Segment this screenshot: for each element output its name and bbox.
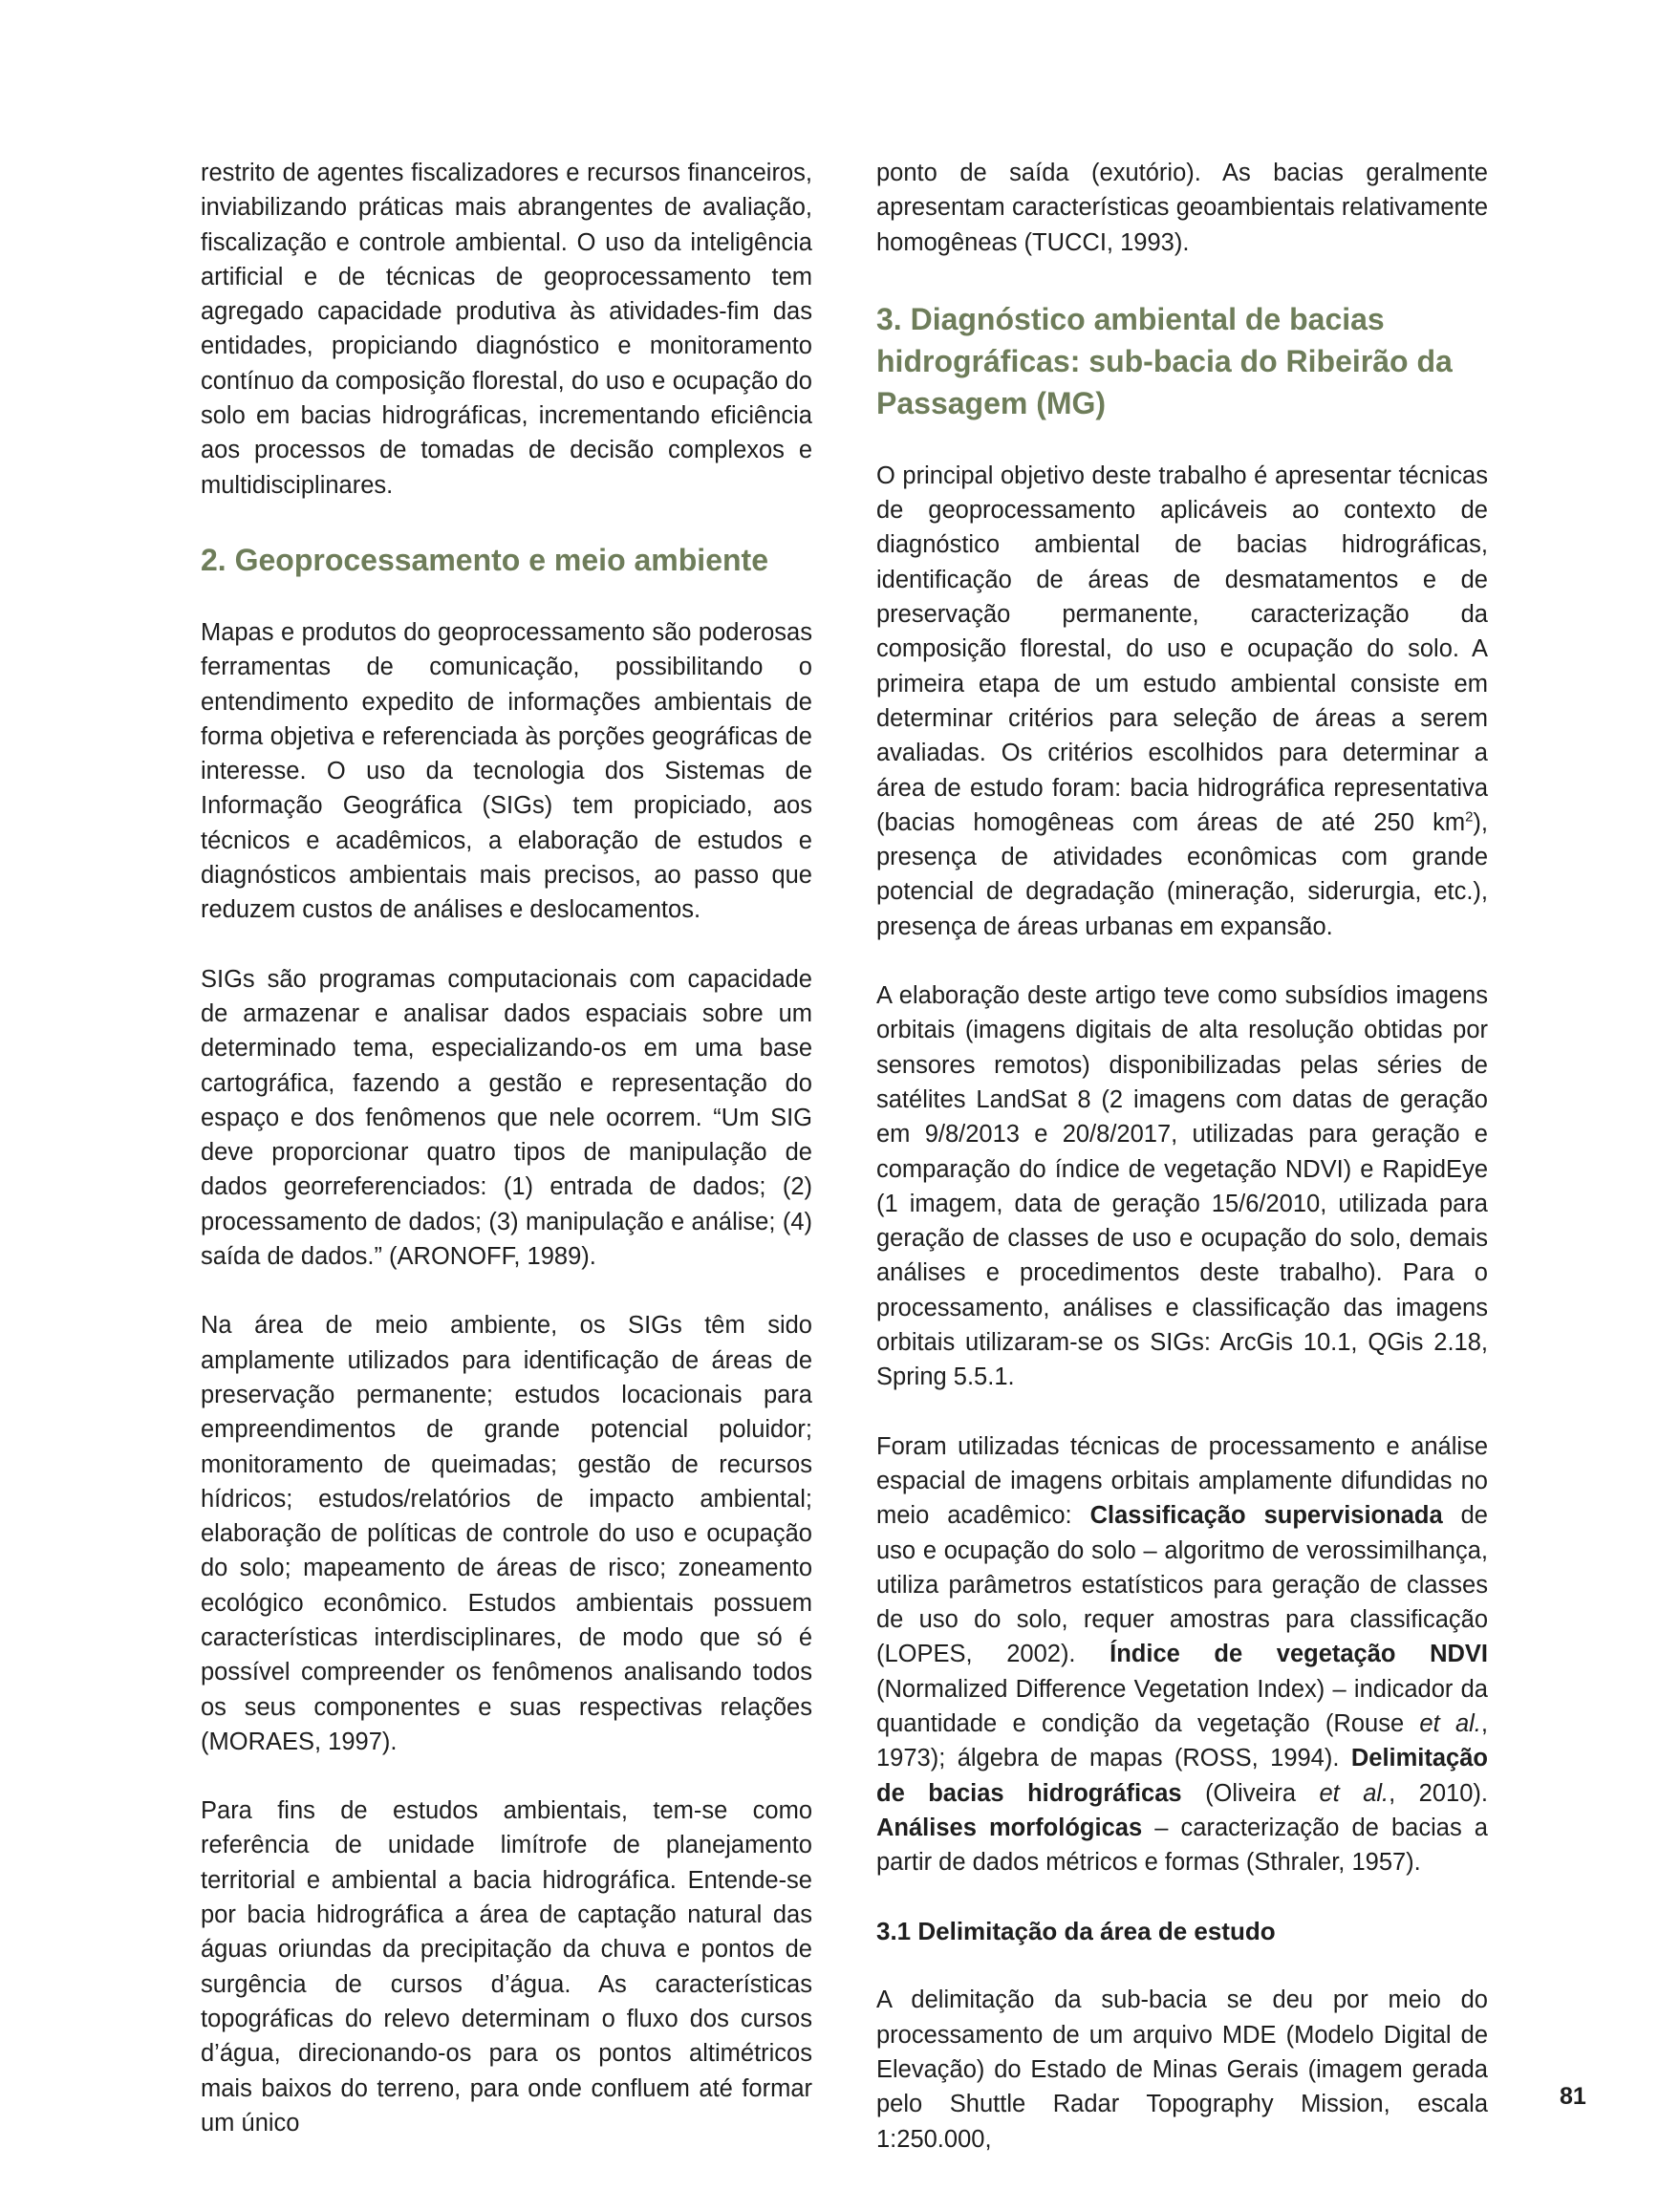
page-number: 81 [1560, 2083, 1586, 2110]
text-run: – caracterização de bacias a partir de dados métricos e formas (Sthraler, 1957). [876, 1814, 1488, 1877]
text-run: Foram utilizadas técnicas de processamento e análise espacial de imagens orbitais amplamente difundidas no meio acadêmico: [876, 1432, 1488, 1530]
paragraph: A delimitação da sub-bacia se deu por meio do processamento de um arquivo MDE (Modelo Digital de Elevação) do Estado de Minas Gerais (imagem gerada pelo Shuttle Radar Topography Mission, escala 1:250.000, [876, 1987, 1488, 2153]
paragraph: Mapas e produtos do geoprocessamento são poderosas ferramentas de comunicação, possibilitando o entendimento expedito de informações ambientais de forma objetiva e referenciada às porções geográficas de interesse. O uso da tecnologia dos Sistemas de Informação Geográfica (SIGs) tem propiciado, aos técnicos e acadêmicos, a elaboração de estudos e diagnósticos ambientais mais precisos, ao passo que reduzem custos de análises e deslocamentos. [201, 618, 812, 924]
text-run: , 2010). [1389, 1779, 1488, 1807]
superscript: 2 [1465, 808, 1474, 826]
bold-term: Delimitação de bacias hidrográficas [876, 1745, 1488, 1807]
subsection-heading: 3.1 Delimitação da área de estudo [876, 1917, 1276, 1946]
text-run: (Oliveira [1181, 1779, 1320, 1807]
paragraph [876, 459, 1488, 944]
left-column [201, 156, 812, 2140]
paragraph-text: ), presença de atividades econômicas com grande potencial de degradação (mineração, siderurgia, etc.), presença de áreas urbanas em expansão. [876, 808, 1488, 940]
bold-term: Análises morfológicas [876, 1814, 1143, 1841]
right-column [876, 156, 1488, 2157]
italic-term: et al. [1319, 1779, 1390, 1807]
paragraph: restrito de agentes fiscalizadores e recursos financeiros, inviabilizando práticas mais abrangentes de avaliação, fiscalização e controle ambiental. O uso da inteligência artificial e de técnicas de geoprocessamento tem agregado capacidade produtiva às atividades-fim das entidades, propiciando diagnóstico e monitoramento contínuo da composição florestal, do uso e ocupação do solo em bacias hidrográficas, incrementando eficiência aos processos de tomadas de decisão complexos e multidisciplinares. [201, 160, 812, 499]
section-heading: 2. Geoprocessamento e meio ambiente [201, 542, 768, 577]
bold-term: Índice de vegetação NDVI [1110, 1641, 1489, 1668]
bold-term: Classificação supervisionada [1089, 1502, 1443, 1530]
paragraph: Na área de meio ambiente, os SIGs têm sido amplamente utilizados para identificação de áreas de preservação permanente; estudos locacionais para empreendimentos de grande potencial poluidor; monitoramento de queimadas; gestão de recursos hídricos; estudos/relatórios de impacto ambiental; elaboração de políticas de controle do uso e ocupação do solo; mapeamento de áreas de risco; zoneamento ecológico econômico. Estudos ambientais possuem características interdisciplinares, de modo que só é possível compreender os fenômenos analisando todos os seus componentes e suas respectivas relações (MORAES, 1997). [201, 1312, 812, 1755]
paragraph: SIGs são programas computacionais com capacidade de armazenar e analisar dados espaciais sobre um determinado tema, especializando-os em uma base cartográfica, fazendo a gestão e representação do espaço e dos fenômenos que nele ocorrem. “Um SIG deve proporcionar quatro tipos de manipulação de dados georreferenciados: (1) entrada de dados; (2) processamento de dados; (3) manipulação e análise; (4) saída de dados.” (ARONOFF, 1989). [201, 965, 812, 1271]
paragraph: Para fins de estudos ambientais, tem-se como referência de unidade limítrofe de planejamento territorial e ambiental a bacia hidrográfica. Entende-se por bacia hidrográfica a área de captação natural das águas oriundas da precipitação da chuva e pontos de surgência de cursos d’água. As características topográficas do relevo determinam o fluxo dos cursos d’água, direcionando-os para os pontos altimétricos mais baixos do terreno, para onde confluem até formar um único [201, 1797, 812, 2137]
text-run: de uso e ocupação do solo – algoritmo de verossimilhança, utiliza parâmetros estatísticos para geração de classes de uso do solo, requer amostras para classificação (LOPES, 2002). [876, 1502, 1488, 1668]
paragraph: ponto de saída (exutório). As bacias geralmente apresentam características geoambientais relativamente homogêneas (TUCCI, 1993). [876, 160, 1488, 256]
paragraph: A elaboração deste artigo teve como subsídios imagens orbitais (imagens digitais de alta resolução obtidas por sensores remotos) disponibilizadas pelas séries de satélites LandSat 8 (2 imagens com datas de geração em 9/8/2013 e 20/8/2017, utilizadas para geração e comparação do índice de vegetação NDVI) e RapidEye (1 imagem, data de geração 15/6/2010, utilizada para geração de classes de uso e ocupação do solo, demais análises e procedimentos deste trabalho). Para o processamento, análises e classificação das imagens orbitais utilizaram-se os SIGs: ArcGis 10.1, QGis 2.18, Spring 5.5.1. [876, 982, 1488, 1391]
italic-term: et al. [1419, 1709, 1481, 1737]
text-run: , 1973); álgebra de mapas (ROSS, 1994). [876, 1709, 1488, 1772]
text-run: (Normalized Difference Vegetation Index) – indicador da quantidade e condição da vegetação (Rouse [876, 1675, 1488, 1737]
paragraph-text: O principal objetivo deste trabalho é apresentar técnicas de geoprocessamento aplicáveis ao contexto de diagnóstico ambiental de bacias hidrográficas, identificação de áreas de desmatamentos e de preservação permanente, caracterização da composição florestal, do uso e ocupação do solo. A primeira etapa de um estudo ambiental consiste em determinar critérios para seleção de áreas a serem avaliadas. Os critérios escolhidos para determinar a área de estudo foram: bacia hidrográfica representativa (bacias homogêneas com áreas de até 250 km [876, 462, 1488, 836]
paragraph [876, 1429, 1488, 1880]
section-heading: 3. Diagnóstico ambiental de bacias hidrográficas: sub-bacia do Ribeirão da Passagem (MG) [876, 301, 1453, 420]
